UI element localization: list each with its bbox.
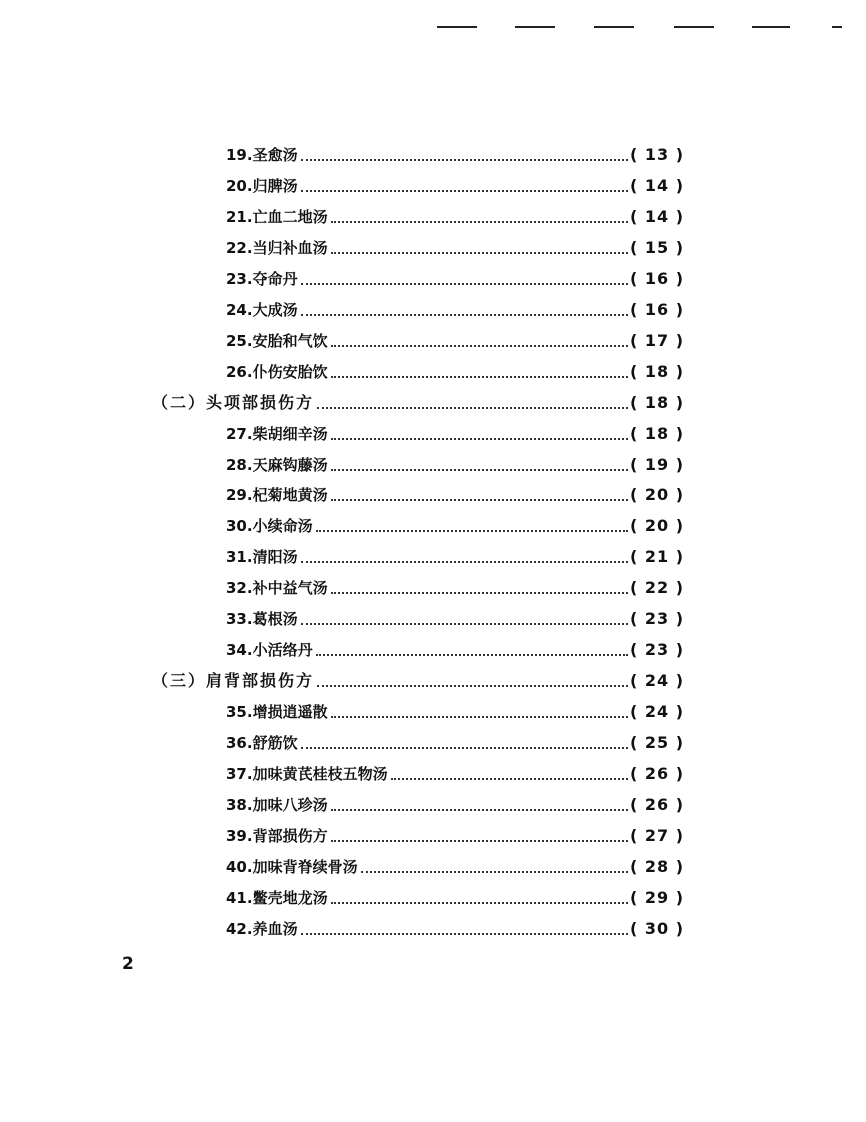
dot-leader bbox=[331, 345, 628, 347]
dot-leader bbox=[331, 469, 628, 471]
toc-page-ref: ( 23 ) bbox=[630, 609, 685, 629]
dot-leader bbox=[331, 840, 628, 842]
toc-page-ref: ( 26 ) bbox=[630, 795, 685, 815]
toc-entry-row bbox=[0, 728, 866, 759]
toc-entry-row bbox=[0, 511, 866, 542]
toc-page-ref: ( 30 ) bbox=[630, 918, 685, 938]
toc-entry-title: 41.鳖壳地龙汤 bbox=[226, 888, 328, 907]
toc-section-title: （二）头项部损伤方 bbox=[152, 392, 315, 412]
toc-page-ref: ( 14 ) bbox=[630, 206, 685, 226]
toc-entry-row bbox=[0, 914, 866, 945]
dot-leader bbox=[331, 252, 628, 254]
toc-page-ref: ( 26 ) bbox=[630, 764, 685, 784]
dot-leader bbox=[301, 561, 628, 563]
dot-leader bbox=[331, 376, 628, 378]
dot-leader bbox=[317, 407, 628, 409]
toc-entry-title: 38.加味八珍汤 bbox=[226, 796, 328, 815]
toc-page-ref: ( 14 ) bbox=[630, 175, 685, 195]
toc-entry-row bbox=[0, 419, 866, 450]
dot-leader bbox=[301, 314, 628, 316]
toc-entry-title: 27.柴胡细辛汤 bbox=[226, 424, 328, 443]
toc-entry-title: 25.安胎和气饮 bbox=[226, 331, 328, 350]
dot-leader bbox=[301, 747, 628, 749]
toc-page-ref: ( 18 ) bbox=[630, 392, 685, 412]
toc-entry-row bbox=[0, 450, 866, 481]
toc-entry-row bbox=[0, 171, 866, 202]
dot-leader bbox=[331, 902, 628, 904]
toc-entry-row bbox=[0, 604, 866, 635]
dot-leader bbox=[301, 159, 628, 161]
toc-page-ref: ( 19 ) bbox=[630, 454, 685, 474]
toc-section-title: （三）肩背部损伤方 bbox=[152, 671, 315, 691]
toc-entry-row bbox=[0, 233, 866, 264]
dot-leader bbox=[391, 778, 628, 780]
dot-leader bbox=[331, 221, 628, 223]
header-rule bbox=[832, 26, 842, 28]
toc-entry-row bbox=[0, 542, 866, 573]
toc-entry-title: 24.大成汤 bbox=[226, 300, 298, 319]
toc-entry-title: 36.舒筋饮 bbox=[226, 734, 298, 753]
toc-page-ref: ( 25 ) bbox=[630, 733, 685, 753]
toc-entry-row bbox=[0, 140, 866, 171]
toc-page-ref: ( 20 ) bbox=[630, 485, 685, 505]
header-rule bbox=[674, 26, 714, 28]
toc-section-row bbox=[0, 388, 866, 419]
toc-page-ref: ( 16 ) bbox=[630, 299, 685, 319]
toc-section-row bbox=[0, 666, 866, 697]
page-number: 2 bbox=[122, 954, 134, 974]
header-rule bbox=[437, 26, 477, 28]
toc-page-ref: ( 17 ) bbox=[630, 330, 685, 350]
toc-entry-row bbox=[0, 852, 866, 883]
toc-entry-title: 40.加味背脊续骨汤 bbox=[226, 857, 358, 876]
dot-leader bbox=[331, 809, 628, 811]
toc-entry-title: 42.养血汤 bbox=[226, 919, 298, 938]
dot-leader bbox=[361, 871, 628, 873]
toc-page-ref: ( 16 ) bbox=[630, 268, 685, 288]
header-rule bbox=[515, 26, 555, 28]
dot-leader bbox=[317, 685, 628, 687]
toc-page-ref: ( 13 ) bbox=[630, 145, 685, 164]
toc-entry-title: 28.天麻钩藤汤 bbox=[226, 455, 328, 474]
toc-entry-title: 29.杞菊地黄汤 bbox=[226, 486, 328, 505]
toc-page-ref: ( 27 ) bbox=[630, 825, 685, 845]
toc-entry-title: 34.小活络丹 bbox=[226, 641, 313, 660]
toc-entry-title: 33.葛根汤 bbox=[226, 610, 298, 629]
toc-entry-title: 20.归脾汤 bbox=[226, 176, 298, 195]
toc-page-ref: ( 29 ) bbox=[630, 887, 685, 907]
toc-entry-row bbox=[0, 697, 866, 728]
toc-entry-title: 26.仆伤安胎饮 bbox=[226, 362, 328, 381]
toc-entry-row bbox=[0, 635, 866, 666]
toc-entry-title: 35.增损逍遥散 bbox=[226, 703, 328, 722]
toc-entry-title: 22.当归补血汤 bbox=[226, 238, 328, 257]
toc-entry-title: 32.补中益气汤 bbox=[226, 579, 328, 598]
toc-entry-row bbox=[0, 202, 866, 233]
dot-leader bbox=[316, 530, 628, 532]
dot-leader bbox=[316, 654, 628, 656]
toc-page-ref: ( 18 ) bbox=[630, 361, 685, 381]
dot-leader bbox=[301, 283, 628, 285]
toc-page-ref: ( 23 ) bbox=[630, 640, 685, 660]
table-of-contents bbox=[0, 140, 866, 945]
toc-page-ref: ( 18 ) bbox=[630, 423, 685, 443]
toc-entry-row bbox=[0, 357, 866, 388]
toc-entry-title: 39.背部损伤方 bbox=[226, 826, 328, 845]
toc-entry-row bbox=[0, 264, 866, 295]
dot-leader bbox=[331, 592, 628, 594]
dot-leader bbox=[301, 623, 628, 625]
header-rule bbox=[594, 26, 634, 28]
toc-entry-row bbox=[0, 326, 866, 357]
toc-entry-row bbox=[0, 821, 866, 852]
dot-leader bbox=[301, 933, 628, 935]
toc-entry-title: 19.圣愈汤 bbox=[226, 146, 298, 164]
toc-entry-row bbox=[0, 759, 866, 790]
toc-page-ref: ( 21 ) bbox=[630, 547, 685, 567]
toc-entry-title: 31.清阳汤 bbox=[226, 548, 298, 567]
toc-entry-row bbox=[0, 480, 866, 511]
toc-entry-title: 23.夺命丹 bbox=[226, 269, 298, 288]
toc-page-ref: ( 24 ) bbox=[630, 702, 685, 722]
toc-page-ref: ( 20 ) bbox=[630, 516, 685, 536]
toc-entry-row bbox=[0, 295, 866, 326]
toc-page-ref: ( 15 ) bbox=[630, 237, 685, 257]
dot-leader bbox=[331, 499, 628, 501]
header-rule bbox=[752, 26, 790, 28]
dot-leader bbox=[331, 438, 628, 440]
toc-page-ref: ( 22 ) bbox=[630, 578, 685, 598]
dot-leader bbox=[301, 190, 628, 192]
toc-entry-row bbox=[0, 790, 866, 821]
toc-entry-title: 37.加味黄芪桂枝五物汤 bbox=[226, 765, 388, 784]
toc-entry-row bbox=[0, 883, 866, 914]
toc-page-ref: ( 28 ) bbox=[630, 856, 685, 876]
toc-entry-title: 21.亡血二地汤 bbox=[226, 207, 328, 226]
toc-entry-title: 30.小续命汤 bbox=[226, 517, 313, 536]
dot-leader bbox=[331, 716, 628, 718]
toc-page-ref: ( 24 ) bbox=[630, 671, 685, 691]
toc-entry-row bbox=[0, 573, 866, 604]
